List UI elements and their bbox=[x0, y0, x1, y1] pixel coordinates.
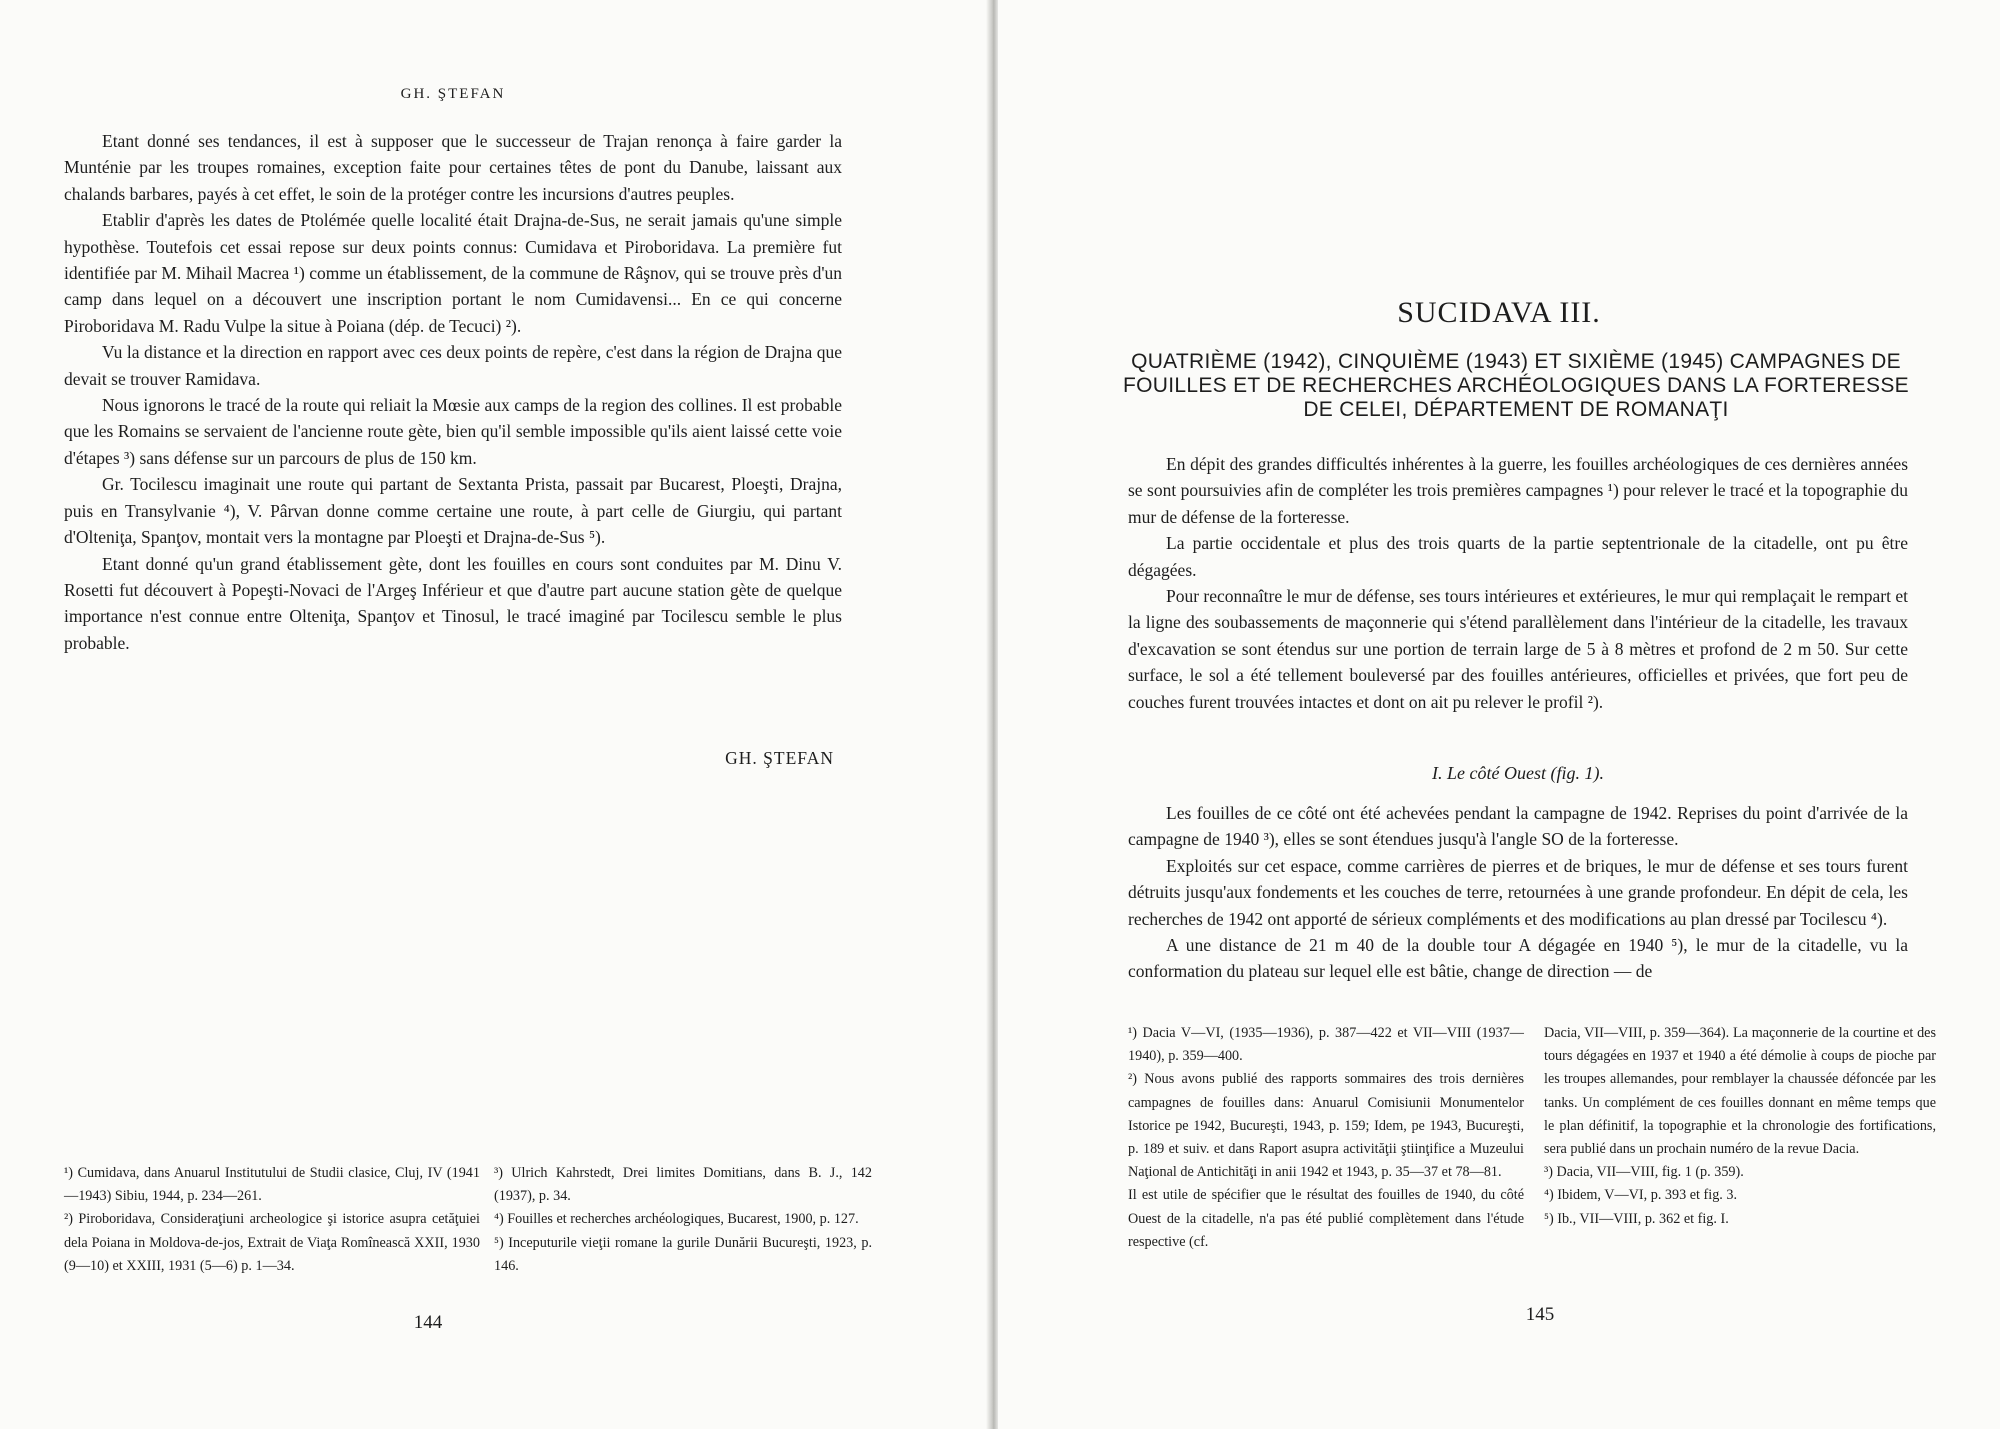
paragraph: Etant donné ses tendances, il est à supposer que le successeur de Trajan renonça à faire garder la Munténie par les troupes romaines, exception faite pour certaines têtes de pont du Danube, laissant aux chalands barbares, payés à cet effet, le soin de la protéger contre les incursions d'autres peuples. bbox=[64, 131, 842, 204]
intro-text bbox=[1128, 451, 1908, 715]
footnote: ³) Ulrich Kahrstedt, Drei limites Domitians, dans B. J., 142 (1937), p. 34. bbox=[494, 1165, 872, 1205]
paragraph: En dépit des grandes difficultés inhérentes à la guerre, les fouilles archéologiques de ces dernières années se sont poursuivies afin de compléter les trois premières campagnes ¹) pour relever le tracé et la topographie du mur de défense de la forteresse. bbox=[1128, 454, 1908, 527]
footnote: ⁴) Fouilles et recherches archéologiques, Bucarest, 1900, p. 127. bbox=[494, 1211, 859, 1228]
footnotes-column-1 bbox=[1128, 1022, 1524, 1254]
footnote: ⁵) Inceputurile vieţii romane la gurile Dunării Bucureşti, 1923, p. 146. bbox=[494, 1234, 872, 1274]
left-page bbox=[0, 0, 990, 1429]
footnote: ⁴) Ibidem, V—VI, p. 393 et fig. 3. bbox=[1544, 1187, 1738, 1204]
left-body-text bbox=[64, 128, 842, 656]
footnote: Il est utile de spécifier que le résultat des fouilles de 1940, du côté Ouest de la citadelle, n'a pas été publié complètement dans l'étude respective (cf. bbox=[1128, 1187, 1524, 1250]
footnote: ¹) Dacia V—VI, (1935—1936), p. 387—422 et VII—VIII (1937—1940), p. 359—400. bbox=[1128, 1025, 1524, 1065]
footnote: ³) Dacia, VII—VIII, fig. 1 (p. 359). bbox=[1544, 1164, 1744, 1181]
page-number: 144 bbox=[413, 1312, 443, 1333]
paragraph: La partie occidentale et plus des trois quarts de la partie septentrionale de la citadelle, ont pu être dégagées. bbox=[1128, 533, 1908, 580]
footnote: Dacia, VII—VIII, p. 359—364). La maçonnerie de la courtine et des tours dégagées en 1937 et 1940 a été démolie à coups de pioche par les troupes allemandes, pour remblayer la chaussée défoncée par les tanks. Un complément de ces fouilles donnant en même temps que le plan définitif, la topographie et la chronologie des fortifications, sera publié dans un prochain numéro de la revue Dacia. bbox=[1544, 1025, 1936, 1158]
paragraph: Gr. Tocilescu imaginait une route qui partant de Sextanta Prista, passait par Bucarest, Ploeşti, Drajna, puis en Transylvanie ⁴), V. Pârvan donne comme certaine une route, à part celle de Giurgiu, qui partant d'Olteniţa, Spanţov, montait vers la montagne par Ploeşti et Drajna-de-Sus ⁵). bbox=[64, 474, 842, 548]
footnote: ²) Piroboridava, Consideraţiuni archeologice şi istorice asupra cetăţuiei dela Poiana in Moldova-de-jos, Extrait de Viaţa Romînească XXII, 1930 (9—10) et XXIII, 1931 (5—6) p. 1—34. bbox=[64, 1211, 480, 1274]
paragraph: Nous ignorons le tracé de la route qui reliait la Mœsie aux camps de la region des collines. Il est probable que les Romains se servaient de l'ancienne route gète, bien qu'il semble impossible qu'ils aient laissé cette voie d'étapes ³) sans défense sur un parcours de plus de 150 km. bbox=[64, 395, 842, 468]
running-head: GH. ŞTEFAN bbox=[400, 86, 506, 102]
footnotes-column-1 bbox=[64, 1162, 480, 1278]
footnote: ⁵) Ib., VII—VIII, p. 362 et fig. I. bbox=[1544, 1210, 1729, 1227]
right-page bbox=[998, 0, 2000, 1429]
section-text bbox=[1128, 800, 1908, 985]
article-subtitle bbox=[1116, 350, 1916, 422]
paragraph: Etablir d'après les dates de Ptolémée quelle localité était Drajna-de-Sus, ne serait jamais qu'une simple hypothèse. Toutefois cet essai repose sur deux points connus: Cumidava et Piroboridava. La première fut identifiée par M. Mihail Macrea ¹) comme un établissement, de la commune de Râşnov, qui se trouve près d'un camp dans lequel on a découvert une inscription portant le nom Cumidavensi... En ce qui concerne Piroboridava M. Radu Vulpe la situe à Poiana (dép. de Tecuci) ²). bbox=[64, 210, 842, 336]
paragraph: A une distance de 21 m 40 de la double tour A dégagée en 1940 ⁵), le mur de la citadelle, vu la conformation du plateau sur lequel elle est bâtie, change de direction — de bbox=[1128, 935, 1908, 982]
section-heading: I. Le côté Ouest (fig. 1). bbox=[1432, 763, 1604, 783]
subtitle-line: QUATRIÈME (1942), CINQUIÈME (1943) ET SIXIÈME (1945) CAMPAGNES DE bbox=[1131, 350, 1901, 373]
paragraph: Pour reconnaître le mur de défense, ses tours intérieures et extérieures, le mur qui remplaçait le rempart et la ligne des soubassements de maçonnerie qui s'étend parallèlement dans l'intérieur de la citadelle, les travaux d'excavation se sont étendus sur une portion de terrain large de 5 à 8 mètres et profond de 2 m 50. Sur cette surface, le sol a été tellement bouleversé par des fouilles antérieures, officielles et privées, que fort peu de couches furent trouvées intactes et dont on ait pu relever le profil ²). bbox=[1128, 586, 1908, 712]
page-number: 145 bbox=[1525, 1304, 1555, 1325]
footnotes-column-2 bbox=[494, 1162, 872, 1278]
paragraph: Etant donné qu'un grand établissement gète, dont les fouilles en cours sont conduites par M. Dinu V. Rosetti fut découvert à Popeşti-Novaci de l'Argeş Inférieur et que d'autre part aucune station gète de quelque importance n'est connue entre Olteniţa, Spanţov et Tinosul, le tracé imaginé par Tocilescu semble le plus probable. bbox=[64, 553, 842, 653]
footnote: ²) Nous avons publié des rapports sommaires des trois dernières campagnes de fouilles dans: Anuarul Comisiunii Monumentelor Istorice pe 1942, Bucureşti, 1943, p. 159; Idem, pe 1943, Bucureşti, p. 189 et suiv. et dans Raport asupra activităţii ştiinţifice a Muzeului Naţional de Antichităţi in anii 1942 et 1943, p. 35—37 et 78—81. bbox=[1128, 1071, 1524, 1181]
paragraph: Vu la distance et la direction en rapport avec ces deux points de repère, c'est dans la région de Drajna que devait se trouver Ramidava. bbox=[64, 342, 842, 389]
footnotes-column-2 bbox=[1544, 1022, 1936, 1231]
author-signature: GH. ŞTEFAN bbox=[725, 748, 834, 768]
subtitle-line: FOUILLES ET DE RECHERCHES ARCHÉOLOGIQUES DANS LA FORTERESSE bbox=[1123, 374, 1909, 397]
subtitle-line: DE CELEI, DÉPARTEMENT DE ROMANAŢI bbox=[1303, 398, 1729, 421]
paragraph: Exploités sur cet espace, comme carrières de pierres et de briques, le mur de défense et ses tours furent détruits jusqu'aux fondements et les couches de terre, retournées à une grande profondeur. En dépit de cela, les recherches de 1942 ont apporté de sérieux compléments et des modifications au plan dressé par Tocilescu ⁴). bbox=[1128, 855, 1908, 929]
footnote: ¹) Cumidava, dans Anuarul Institutului de Studii clasice, Cluj, IV (1941—1943) Sibiu, 1944, p. 234—261. bbox=[64, 1165, 480, 1205]
article-title: SUCIDAVA III. bbox=[1397, 296, 1601, 329]
paragraph: Les fouilles de ce côté ont été achevées pendant la campagne de 1942. Reprises du point d'arrivée de la campagne de 1940 ³), elles se sont étendues jusqu'à l'angle SO de la forteresse. bbox=[1128, 803, 1908, 850]
